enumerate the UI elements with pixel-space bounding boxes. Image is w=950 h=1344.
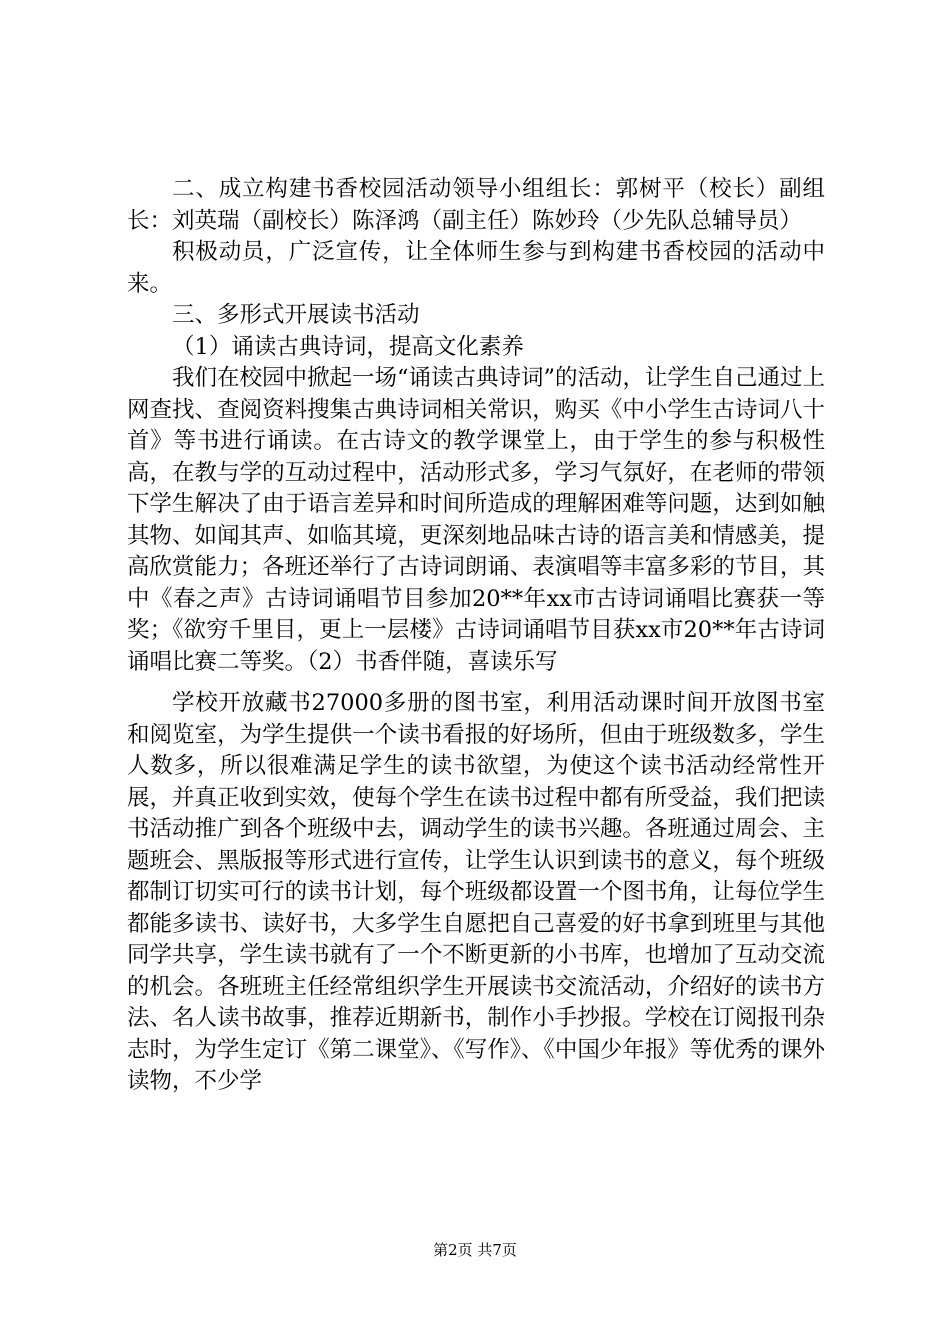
paragraph-mobilization: 积极动员，广泛宣传，让全体师生参与到构建书香校园的活动中来。 (127, 239, 825, 297)
paragraph-library-reading: 学校开放藏书27000多册的图书室，利用活动课时间开放图书室和阅览室，为学生提供一个读书看报的好场所，但由于班级数多，学生人数多，所以很难满足学生的读书欲望，为使这个读书活动经常性开展，并真正收到实效，使每个学生在读书过程中都有所受益，我们把读书活动推广到各个班级中去，调动学生的读书兴趣。各班通过周会、主题班会、黑版报等形式进行宣传，让学生认识到读书的意义，每个班级都制订切实可行的读书计划，每个班级都设置一个图书角，让每位学生都能多读书、读好书，大多学生自愿把自己喜爱的好书拿到班里与其他同学共享，学生读书就有了一个不断更新的小书库，也增加了互动交流的机会。各班班主任经常组织学生开展读书交流活动，介绍好的读书方法、名人读书故事，推荐近期新书，制作小手抄报。学校在订阅报刊杂志时，为学生定订《第二课堂》、《写作》、《中国少年报》等优秀的课外读物，不少学 (127, 690, 825, 1094)
section-heading-reading-activities: 三、多形式开展读书活动 (172, 302, 420, 328)
paragraph-leadership-group: 二、成立构建书香校园活动领导小组组长：郭树平（校长）副组长：刘英瑞（副校长）陈泽鸿（副主任）陈妙玲（少先队总辅导员） (127, 176, 825, 234)
subsection-heading-classical-poetry: （1）诵读古典诗词，提高文化素养 (172, 333, 524, 360)
paragraph-classical-poetry: 我们在校园中掀起一场“诵读古典诗词”的活动，让学生自己通过上网查找、查阅资料搜集古典诗词相关常识，购买《中小学生古诗词八十首》等书进行诵读。在古诗文的教学课堂上，由于学生的参与积极性高，在教与学的互动过程中，活动形式多，学习气氛好，在老师的带领下学生解决了由于语言差异和时间所造成的理解困难等问题，达到如触其物、如闻其声、如临其境，更深刻地品味古诗的语言美和情感美，提高欣赏能力；各班还举行了古诗词朗诵、表演唱等丰富多彩的节目，其中《春之声》古诗词诵唱节目参加20**年xx市古诗词诵唱比赛获一等奖；《欲穷千里目，更上一层楼》古诗词诵唱节目获xx市20**年古诗词诵唱比赛二等奖。（2）书香伴随，喜读乐写 (127, 365, 826, 675)
document-body (127, 174, 825, 1098)
page-number-footer: 第2页 共7页 (433, 1241, 517, 1259)
